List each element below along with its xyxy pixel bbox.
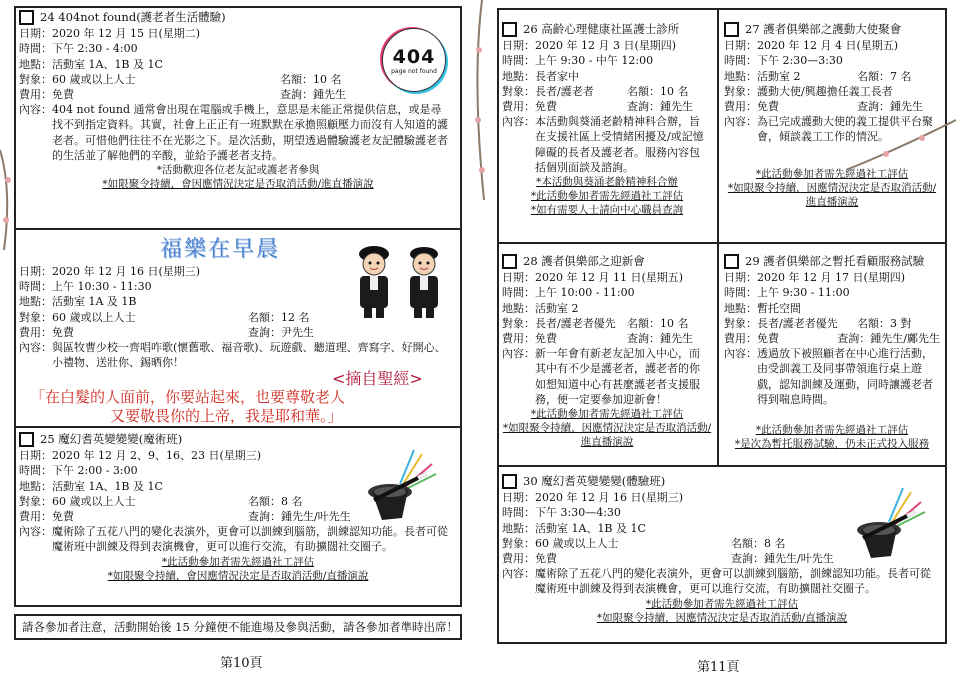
enquiry-value: 鍾先生/鄺先生 [870,332,940,346]
note: *如限聚令持續，會因應情況決定是否取消活動/直播演說 [107,569,369,582]
content-label: 內容： [502,347,535,361]
target-label: 對象： [19,310,52,324]
time-value: 下午 2:30 - 4:00 [52,42,138,56]
activity-title: 26 高齡心理健康社區護士診所 [523,22,680,36]
place-label: 地點： [19,295,52,309]
content-text: 魔術除了五花八門的變化表演外，更會可以訓練到腦筋，訓練認知功能。長者可從魔術班中訓練及得到表演機會，更可以進行交流，有助擴闊社交圈子。 [535,567,931,596]
enquiry-label: 查詢： [627,332,660,346]
quota-label: 名額： [627,84,660,98]
place-label: 地點： [502,301,535,315]
checkbox-icon[interactable] [502,22,517,37]
place-value: 活動室 1A、1B 及 1C [52,479,163,493]
date-label: 日期： [502,491,535,505]
content-label: 內容： [724,115,757,129]
target-value: 60 歲或以上人士 [52,494,136,508]
target-label: 對象： [724,316,757,330]
date-value: 2020 年 12 月 17 日(星期四) [757,271,906,285]
activity-26 [497,20,717,219]
fee-label: 費用： [502,332,535,346]
fee-value: 免費 [52,88,74,102]
quota-value: 10 名 [660,316,689,330]
page-number: 第10頁 [220,656,263,671]
quota-value: 12 名 [281,310,310,324]
content-label: 內容： [19,103,52,117]
fee-label: 費用： [19,88,52,102]
target-label: 對象： [502,316,535,330]
place-value: 活動室 1A、1B 及 1C [535,521,646,535]
date-label: 日期： [19,449,52,463]
404-icon [382,28,446,92]
time-label: 時間： [502,506,535,520]
quote-source: <摘自聖經> [332,369,423,388]
date-label: 日期： [502,39,535,53]
time-value: 上午 10:30 - 11:30 [52,280,152,294]
target-value: 長者/護老者優先 [535,316,616,330]
fee-value: 免費 [52,510,74,524]
content-label: 內容： [19,341,52,355]
fee-value: 免費 [535,332,557,346]
activity-29 [719,252,945,453]
404-icon-subtext: page not found [391,67,437,75]
banner-title: 福樂在早晨 [160,237,281,262]
target-value: 60 歲或以上人士 [52,310,136,324]
date-value: 2020 年 12 月 16 日(星期三) [52,265,201,278]
time-value: 上午 10:00 - 11:00 [535,286,635,300]
enquiry-value: 鍾先生 [660,100,693,114]
target-label: 對象： [724,84,757,98]
content-text: 新一年會有新老友記加入中心，而其中有不少是護老者，護老者的你如想知道中心有甚麼護老者支援服務，便一定要參加迎新會！ [535,347,700,406]
content-label: 內容： [724,347,757,361]
plum-branch-decoration [846,110,956,180]
quota-value: 10 名 [313,72,342,86]
date-label: 日期： [724,271,757,285]
time-label: 時間： [724,54,757,68]
fee-value: 免費 [535,100,557,114]
checkbox-icon[interactable] [502,254,517,269]
note: *如限聚令持續，因應情況決定是否取消活動/直播演說 [596,611,848,624]
note: *活動歡迎各位老友記或護老者參與 [156,164,320,177]
magic-hat-icon [845,482,935,562]
enquiry-label: 查詢： [731,552,764,566]
note: *此活動參加者需先經過社工評估 [530,408,684,421]
date-value: 2020 年 12 月 11 日(星期五) [535,271,684,285]
date-label: 日期： [502,271,535,285]
activity-title: 29 護者俱樂部之暫托看顧服務試驗 [745,254,925,268]
target-value: 60 歲或以上人士 [52,72,136,86]
fee-label: 費用： [502,552,535,566]
content-text: 透過放下被照顧者在中心進行活動，由受訓義工及同事帶領進行桌上遊戲，認知訓練及運動，同時讓護老者得到喘息時間。 [757,347,933,406]
activity-title: 25 魔幻耆英變變變(魔術班) [40,432,183,446]
activity-title: 24 404not found(護老者生活體驗) [40,10,226,24]
target-label: 對象： [502,84,535,98]
quota-label: 名額： [248,494,281,508]
enquiry-label: 查詢： [857,100,890,114]
note: *此活動參加者需先經過社工評估 [161,555,315,568]
enquiry-label: 查詢： [837,332,871,346]
fee-label: 費用： [502,100,535,114]
note: *如限聚令持續，因應情況決定是否取消活動/進直播演說 [727,181,937,208]
place-value: 長者家中 [535,69,579,83]
content-label: 內容： [502,567,535,581]
quota-label: 名額： [248,310,281,324]
place-label: 地點： [502,69,535,83]
time-value: 下午 2:30—3:30 [757,54,843,68]
fee-value: 免費 [757,100,779,114]
place-value: 活動室 2 [535,301,579,315]
enquiry-label: 查詢： [627,100,660,114]
officers-illustration [346,232,456,320]
enquiry-label: 查詢： [248,510,281,524]
place-label: 地點： [19,479,52,493]
note: *此活動參加者需先經過社工評估 [530,190,684,203]
divider [14,228,462,230]
quota-label: 名額： [280,72,313,86]
quota-label: 名額： [731,536,764,550]
quota-label: 名額： [857,316,890,330]
note: *是次為暫托服務試驗，仍未正式投入服務 [734,438,930,451]
fee-label: 費用： [19,510,52,524]
place-label: 地點： [19,57,52,71]
date-label: 日期： [724,39,757,53]
attendance-notice: 請各參加者注意，活動開始後 15 分鐘便不能進場及參與活動，請各參加者準時出席！ [14,614,462,640]
note: *如限聚令持續，因應情況決定是否取消活動/進直播演說 [502,422,712,449]
enquiry-value: 鍾先生 [660,332,693,346]
magic-hat-icon [356,444,446,524]
enquiry-value: 鍾先生 [313,88,346,102]
quota-value: 3 對 [890,316,912,330]
target-value: 60 歲或以上人士 [535,536,619,550]
enquiry-label: 查詢： [248,325,281,339]
page-number: 第11頁 [697,660,740,675]
date-value: 2020 年 12 月 4 日(星期五) [757,39,899,53]
quota-label: 名額： [627,316,660,330]
place-value: 活動室 1A 及 1B [52,295,137,309]
content-label: 內容： [19,525,52,539]
time-label: 時間： [502,54,535,68]
divider [14,426,462,428]
fee-value: 免費 [52,325,74,339]
note: *此活動參加者需先經過社工評估 [755,424,909,437]
time-value: 下午 3:30—4:30 [535,506,621,520]
date-value: 2020 年 12 月 3 日(星期四) [535,39,677,53]
note: *本活動與葵涌老齡精神科合辦 [536,176,678,189]
place-label: 地點： [724,69,757,83]
enquiry-value: 鍾先生/叶先生 [764,552,834,566]
content-text: 404 not found 通常會出現在電腦或手機上，意思是未能正常提供信息，或是尋找不到指定資料。其實，社會上正正有一班默默在承擔照顧壓力而沒有人知道的護老者。可惜他們往往不在光影之下。是次活動，期望透過體驗護老友記體驗護老者的生活並了解他們的辛酸，並給予護老者支持。 [52,103,448,162]
time-label: 時間： [502,286,535,300]
content-text: 為已完成護動大使的義工提供平台聚會，傾談義工工作的情況。 [757,115,933,144]
target-label: 對象： [19,494,52,508]
quota-value: 8 名 [764,536,786,550]
time-value: 上午 9:30 - 11:00 [757,286,850,300]
content-label: 內容： [502,115,535,129]
target-label: 對象： [19,72,52,86]
time-label: 時間： [19,464,52,478]
note: *此活動參加者需先經過社工評估 [645,597,799,610]
target-value: 長者/護老者優先 [757,316,838,330]
fee-label: 費用： [724,100,757,114]
enquiry-value: 鍾先生 [890,100,923,114]
checkbox-icon[interactable] [724,254,739,269]
enquiry-label: 查詢： [280,88,313,102]
content-text: 本活動與葵涌老齡精神科合辦，旨在支援社區上受情緒困擾及/或記憶障礙的長者及護老者。服務內容包括個別面談及諮詢。 [535,115,704,174]
time-label: 時間： [724,286,757,300]
activity-title: 27 護者俱樂部之護動大使聚會 [745,22,902,36]
quota-value: 8 名 [281,494,303,508]
activity-title: 28 護者俱樂部之迎新會 [523,254,645,268]
note: *如有需要人士請向中心職員查詢 [530,204,684,217]
checkbox-icon[interactable] [19,432,34,447]
place-label: 地點： [724,301,757,315]
divider [497,465,947,467]
time-value: 上午 9:30 - 中午 12:00 [535,54,654,68]
bible-quote-line1: 「在白髮的人面前，你要站起來，也要尊敬老人 [30,388,346,406]
date-value: 2020 年 12 月 2、9、16、23 日(星期三) [52,449,262,463]
date-value: 2020 年 12 月 15 日(星期二) [52,27,201,41]
enquiry-value: 鍾先生/叶先生 [281,510,351,524]
fee-label: 費用： [19,325,52,339]
target-value: 長者/護老者 [535,84,594,98]
quota-value: 10 名 [660,84,689,98]
note: *如限聚令持續，會因應情況決定是否取消活動/進直播演說 [102,178,374,191]
activity-title: 30 魔幻耆英變變變(體驗班) [523,474,666,488]
date-value: 2020 年 12 月 16 日(星期三) [535,491,684,505]
checkbox-icon[interactable] [724,22,739,37]
quota-value: 7 名 [890,69,912,83]
date-label: 日期： [19,265,52,278]
plum-branch-decoration [470,0,494,200]
target-label: 對象： [502,536,535,550]
quota-label: 名額： [857,69,890,83]
place-value: 暫托空間 [757,301,801,315]
time-label: 時間： [19,280,52,294]
date-label: 日期： [19,27,52,41]
checkbox-icon[interactable] [502,474,517,489]
enquiry-value: 尹先生 [281,325,314,339]
fee-value: 免費 [535,552,557,566]
content-text: 與區牧曹少校一齊唱咋歌(懷舊歌、福音歌)、玩遊戲、聽道理、齊寫字、好開心、小禮物、送壯你、錫晒你！ [52,341,446,370]
fee-value: 免費 [757,332,779,346]
404-icon-text: 404 [392,45,436,68]
plum-branch-decoration [0,140,20,260]
time-label: 時間： [19,42,52,56]
place-label: 地點： [502,521,535,535]
target-value: 護動大使/興趣擔任義工長者 [757,84,893,98]
activity-28 [497,252,717,451]
place-value: 活動室 1A、1B 及 1C [52,57,163,71]
content-text: 魔術除了五花八門的變化表演外，更會可以訓練到腦筋，訓練認知功能。長者可從魔術班中訓練及得到表演機會，更可以進行交流，有助擴闊社交圈子。 [52,525,448,554]
note: *此活動參加者需先經過社工評估 [755,167,909,180]
bible-quote-line2: 又要敬畏你的上帝，我是耶和華。」 [110,407,343,425]
checkbox-icon[interactable] [19,10,34,25]
place-value: 活動室 2 [757,69,801,83]
fee-label: 費用： [724,332,757,346]
divider [497,242,947,244]
time-value: 下午 2:00 - 3:00 [52,464,138,478]
